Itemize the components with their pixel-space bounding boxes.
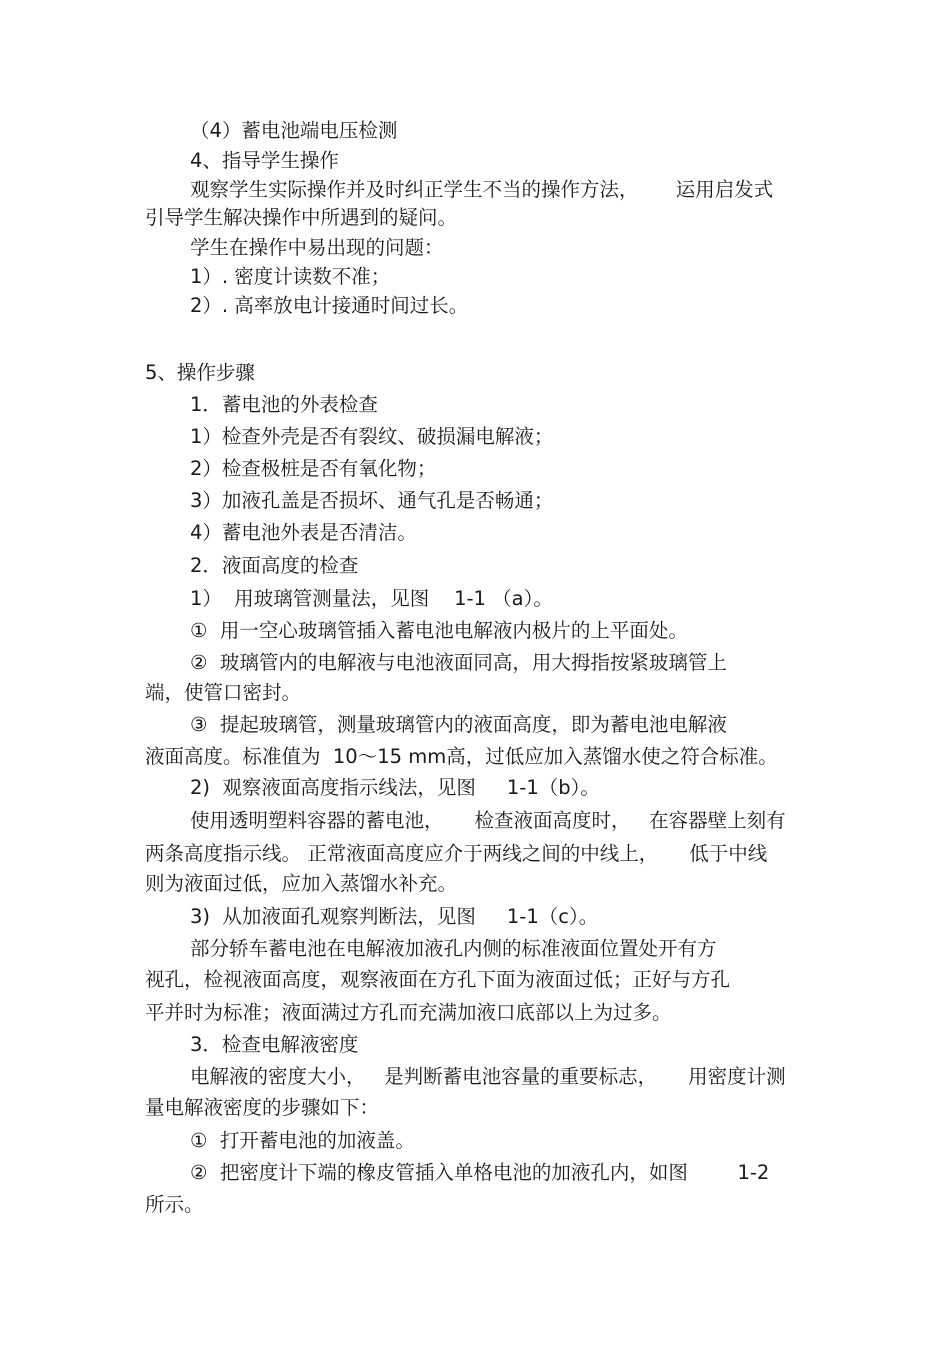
subsection-heading: 2．液面高度的检查 [190, 554, 359, 577]
text-line: 电解液的密度大小， 是判断蓄电池容量的重要标志， 用密度计测 [190, 1065, 786, 1088]
text-line: 端，使管口密封。 [145, 681, 302, 704]
text-line: 学生在操作中易出现的问题： [190, 236, 444, 259]
list-item: ② 玻璃管内的电解液与电池液面同高，用大拇指按紧玻璃管上 [190, 651, 727, 674]
list-item: ② 把密度计下端的橡皮管插入单格电池的加液孔内，如图 1-2 [190, 1161, 770, 1184]
subsection-heading: 3．检查电解液密度 [190, 1033, 359, 1056]
list-item: 4）蓄电池外表是否清洁。 [190, 521, 417, 544]
text-line: 观察学生实际操作并及时纠正学生不当的操作方法， 运用启发式 [190, 178, 774, 201]
list-item: 1） 用玻璃管测量法，见图 1-1 （a）。 [190, 587, 553, 610]
list-item: ① 打开蓄电池的加液盖。 [190, 1129, 415, 1152]
text-line: 所示。 [145, 1193, 204, 1216]
list-item: ① 用一空心玻璃管插入蓄电池电解液内极片的上平面处。 [190, 619, 688, 642]
list-item: 1）. 密度计读数不准； [190, 265, 391, 288]
text-line: 量电解液密度的步骤如下： [145, 1096, 380, 1119]
text-line: 使用透明塑料容器的蓄电池， 检查液面高度时， 在容器壁上刻有 [190, 809, 786, 832]
text-line: 引导学生解决操作中所遇到的疑问。 [145, 206, 458, 229]
subsection-heading: 1．蓄电池的外表检查 [190, 393, 378, 416]
section-heading: 5、操作步骤 [145, 361, 255, 384]
list-item: 1）检查外壳是否有裂纹、破损漏电解液； [190, 425, 554, 448]
list-item: 3）加液孔盖是否损坏、通气孔是否畅通； [190, 489, 554, 512]
text-line: 平并时为标准；液面满过方孔而充满加液口底部以上为过多。 [145, 1001, 672, 1024]
list-item: ③ 提起玻璃管，测量玻璃管内的液面高度，即为蓄电池电解液 [190, 713, 727, 736]
text-line: 视孔，检视液面高度，观察液面在方孔下面为液面过低；正好与方孔 [145, 968, 731, 991]
text-line: 部分轿车蓄电池在电解液加液孔内侧的标准液面位置处开有方 [190, 937, 717, 960]
list-item: 3) 从加液面孔观察判断法，见图 1-1（c）。 [190, 905, 599, 928]
text-line: 则为液面过低，应加入蒸馏水补充。 [145, 872, 458, 895]
list-item: 2）检查极桩是否有氧化物； [190, 457, 437, 480]
text-line: （4）蓄电池端电压检测 [190, 119, 398, 142]
section-heading: 4、指导学生操作 [190, 149, 339, 172]
text-line: 两条高度指示线。 正常液面高度应介于两线之间的中线上， 低于中线 [145, 842, 768, 865]
text-line: 液面高度。标准值为 10～15 mm高，过低应加入蒸馏水使之符合标准。 [145, 745, 778, 768]
list-item: 2) 观察液面高度指示线法，见图 1-1（b）。 [190, 776, 600, 799]
list-item: 2）. 高率放电计接通时间过长。 [190, 294, 469, 317]
